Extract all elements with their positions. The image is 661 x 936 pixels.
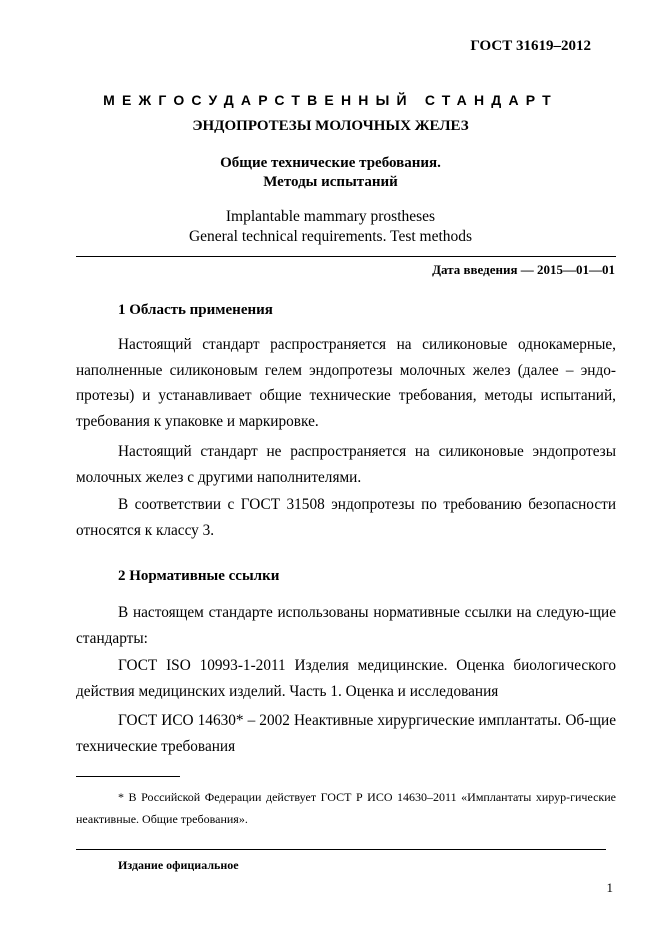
introduction-date: Дата введения — 2015—01—01 xyxy=(432,262,615,277)
subtitle-line-2: Методы испытаний xyxy=(263,174,398,190)
document-subtitle xyxy=(0,154,661,192)
english-title-line-1: Implantable mammary prostheses xyxy=(225,208,436,225)
footnote xyxy=(76,786,616,830)
subtitle-line-1: Общие технические требования. xyxy=(220,155,441,171)
document-title: ЭНДОПРОТЕЗЫ МОЛОЧНЫХ ЖЕЛЕЗ xyxy=(192,118,469,134)
english-title xyxy=(0,207,661,247)
section-1-heading: 1 Область применения xyxy=(118,302,273,318)
section-1-paragraph-3-text: В соответствии с ГОСТ 31508 эндопротезы по требованию безопасности относятся к классу 3. xyxy=(76,496,616,539)
section-2-paragraph-1 xyxy=(76,600,616,651)
standard-banner: МЕЖГОСУДАРСТВЕННЫЙ СТАНДАРТ xyxy=(103,92,558,108)
section-1-paragraph-1-text: Настоящий стандарт распространяется на силиконовые однокамерные, наполненные силиконовым гелем эндопротезы молочных желез (далее – эндо-протезы) и устанавливает общие технические требования, методы испытаний, требования к упаковке и маркировке. xyxy=(76,336,616,430)
bottom-divider xyxy=(76,849,606,850)
section-2-paragraph-3 xyxy=(76,708,616,759)
section-2-paragraph-2 xyxy=(76,653,616,704)
section-2-paragraph-2-text: ГОСТ ISO 10993-1-2011 Изделия медицинские. Оценка биологического действия медицинских изделий. Часть 1. Оценка и исследования xyxy=(76,657,616,700)
section-2-paragraph-3-text: ГОСТ ИСО 14630* – 2002 Неактивные хирургические имплантаты. Об-щие технические требования xyxy=(76,712,616,755)
footnote-separator xyxy=(76,776,180,777)
section-1-paragraph-1 xyxy=(76,332,616,434)
section-1-paragraph-2-text: Настоящий стандарт не распространяется на силиконовые эндопротезы молочных желез с другими наполнителями. xyxy=(76,443,616,486)
section-1-paragraph-2 xyxy=(76,439,616,490)
footnote-text: * В Российской Федерации действует ГОСТ Р ИСО 14630–2011 «Имплантаты хирур-гические неактивные. Общие требования». xyxy=(76,790,616,826)
section-1-paragraph-3 xyxy=(76,492,616,543)
document-code: ГОСТ 31619–2012 xyxy=(470,38,591,54)
title-divider xyxy=(76,256,616,257)
edition-label: Издание официальное xyxy=(118,858,239,872)
page-number: 1 xyxy=(606,880,613,895)
english-title-line-2: General technical requirements. Test methods xyxy=(188,228,473,245)
section-2-heading: 2 Нормативные ссылки xyxy=(118,568,280,584)
section-2-paragraph-1-text: В настоящем стандарте использованы нормативные ссылки на следую-щие стандарты: xyxy=(76,604,616,647)
